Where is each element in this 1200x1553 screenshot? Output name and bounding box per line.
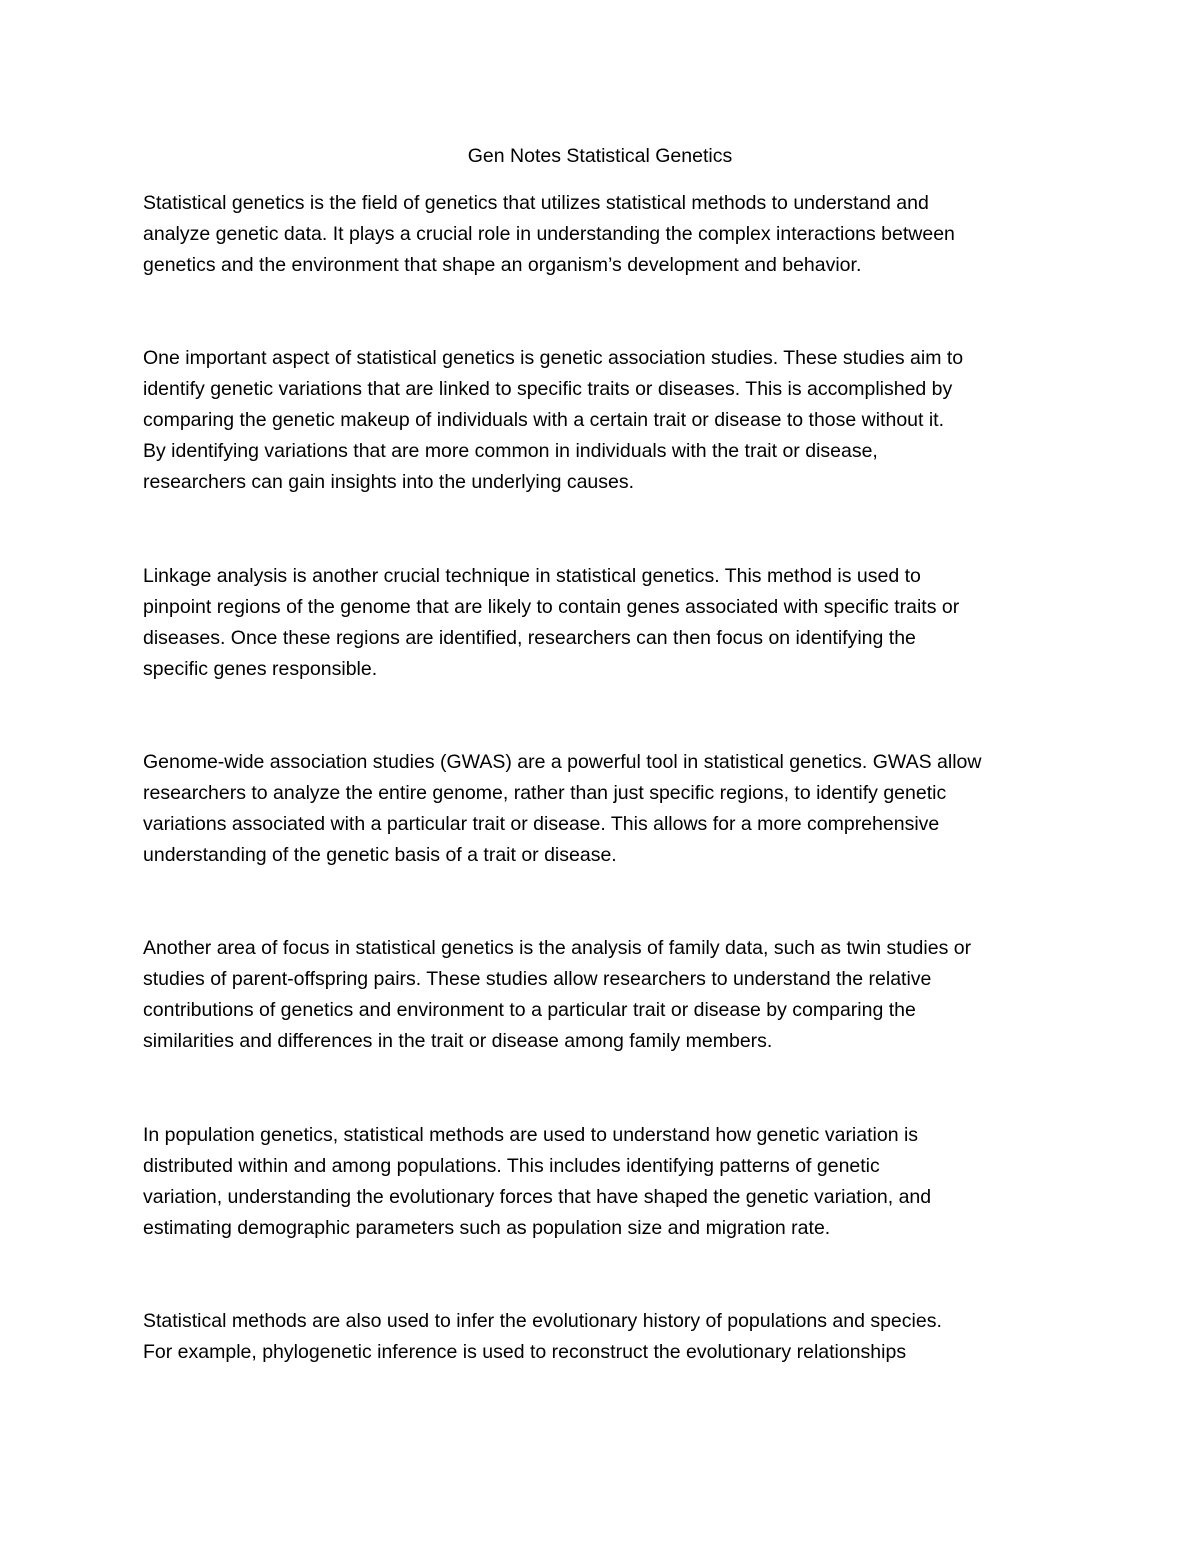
text-line: For example, phylogenetic inference is used to reconstruct the evolutionary relationships bbox=[143, 1341, 907, 1363]
text-line: distributed within and among populations. This includes identifying patterns of genetic bbox=[143, 1155, 880, 1177]
text-line: pinpoint regions of the genome that are likely to contain genes associated with specific traits or bbox=[143, 596, 960, 618]
text-line: similarities and differences in the trait or disease among family members. bbox=[143, 1030, 773, 1052]
text-line: genetics and the environment that shape an organism’s development and behavior. bbox=[143, 254, 862, 276]
text-line: By identifying variations that are more common in individuals with the trait or disease, bbox=[143, 440, 878, 462]
text-line: Statistical genetics is the field of genetics that utilizes statistical methods to understand and bbox=[143, 192, 929, 214]
document-title: Gen Notes Statistical Genetics bbox=[467, 145, 733, 167]
text-line: studies of parent-offspring pairs. These studies allow researchers to understand the relative bbox=[143, 968, 932, 990]
text-line: Linkage analysis is another crucial technique in statistical genetics. This method is used to bbox=[143, 565, 921, 587]
text-line: Genome-wide association studies (GWAS) are a powerful tool in statistical genetics. GWAS allow bbox=[143, 751, 982, 773]
text-line: comparing the genetic makeup of individuals with a certain trait or disease to those without it. bbox=[143, 409, 945, 431]
paragraph-gwas bbox=[143, 747, 1063, 871]
text-line: Statistical methods are also used to infer the evolutionary history of populations and species. bbox=[143, 1310, 942, 1332]
text-line: understanding of the genetic basis of a trait or disease. bbox=[143, 844, 617, 866]
text-line: contributions of genetics and environment to a particular trait or disease by comparing the bbox=[143, 999, 916, 1021]
text-line: In population genetics, statistical methods are used to understand how genetic variation is bbox=[143, 1124, 919, 1146]
paragraph-evolutionary-history bbox=[143, 1306, 1063, 1368]
text-line: researchers to analyze the entire genome, rather than just specific regions, to identify genetic bbox=[143, 782, 947, 804]
text-line: variations associated with a particular trait or disease. This allows for a more comprehensive bbox=[143, 813, 940, 835]
text-line: One important aspect of statistical genetics is genetic association studies. These studies aim to bbox=[143, 347, 964, 369]
text-line: analyze genetic data. It plays a crucial role in understanding the complex interactions between bbox=[143, 223, 955, 245]
text-line: diseases. Once these regions are identified, researchers can then focus on identifying the bbox=[143, 627, 916, 649]
paragraph-intro bbox=[143, 188, 1063, 281]
text-line: variation, understanding the evolutionary forces that have shaped the genetic variation, and bbox=[143, 1186, 932, 1208]
text-line: researchers can gain insights into the underlying causes. bbox=[143, 471, 635, 493]
text-line: Another area of focus in statistical genetics is the analysis of family data, such as twin studies or bbox=[143, 937, 972, 959]
text-line: estimating demographic parameters such as population size and migration rate. bbox=[143, 1217, 831, 1239]
paragraph-family-data bbox=[143, 933, 1063, 1057]
paragraph-population-genetics bbox=[143, 1120, 1063, 1244]
text-line: identify genetic variations that are linked to specific traits or diseases. This is accomplished by bbox=[143, 378, 953, 400]
text-line: specific genes responsible. bbox=[143, 658, 378, 680]
paragraph-linkage-analysis bbox=[143, 561, 1063, 685]
paragraph-association-studies bbox=[143, 343, 1063, 498]
